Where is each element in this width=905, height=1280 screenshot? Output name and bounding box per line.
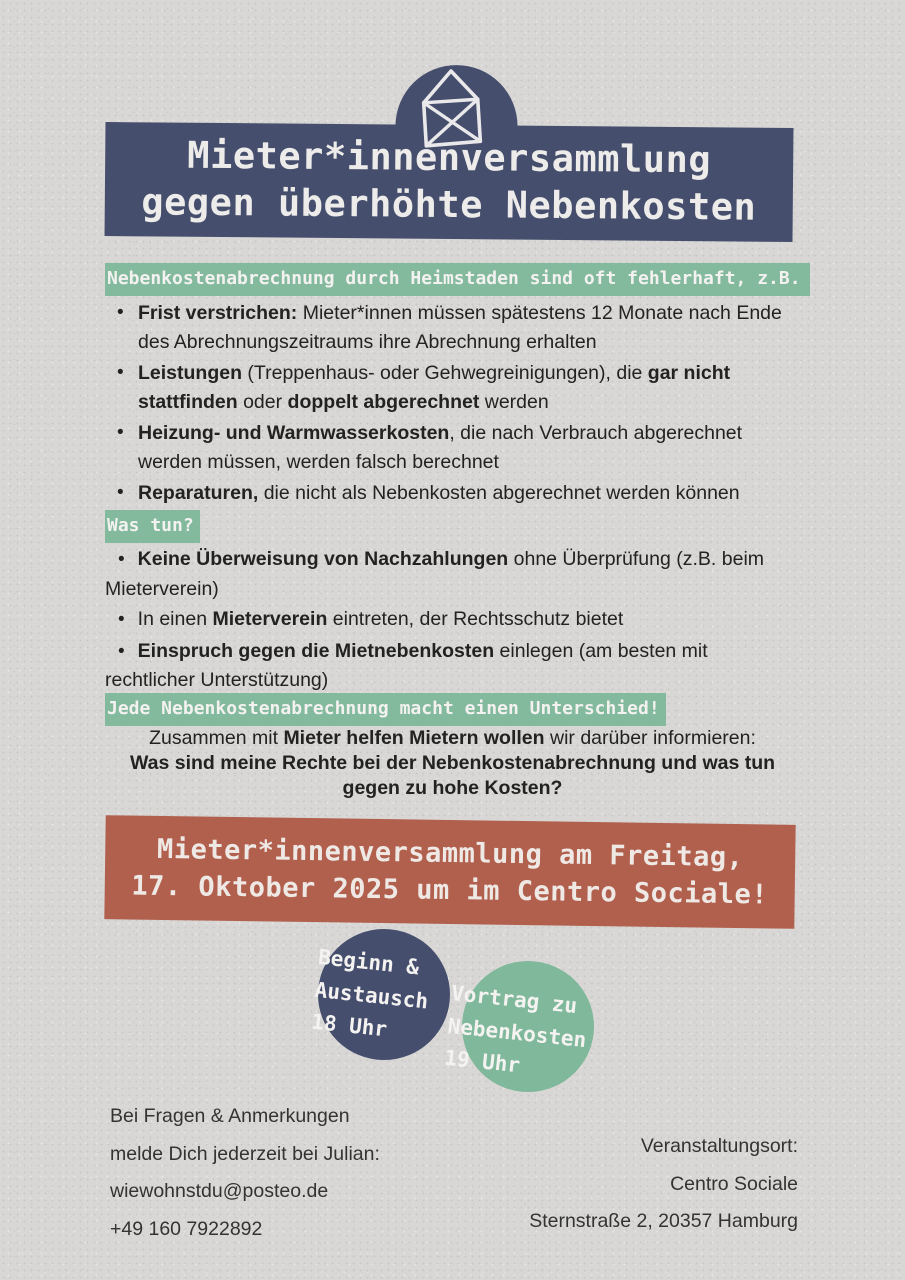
event-banner — [104, 815, 795, 929]
list-item — [105, 419, 793, 476]
bullet-icon: • — [118, 640, 125, 662]
contact-block — [110, 1098, 380, 1248]
list-item-text: Frist verstrichen: Mieter*innen müssen spätestens 12 Monate nach Ende des Abrechnungszeitraums ihre Abrechnung erhalten — [138, 302, 782, 353]
list-item-text: Leistungen (Treppenhaus- oder Gehwegreinigungen), die gar nicht stattfinden oder doppelt abgerechnet werden — [138, 362, 731, 413]
heading-difference: Jede Nebenkostenabrechnung macht einen Unterschied! — [105, 693, 666, 726]
contact-line: melde Dich jederzeit bei Julian: — [110, 1142, 380, 1165]
list-item-text: Einspruch gegen die Mietnebenkosten einlegen (am besten mit rechtlicher Unterstützung) — [105, 639, 708, 691]
bullet-icon: • — [118, 549, 125, 570]
list-item — [105, 299, 793, 356]
page-title-line1: Mieter*innenversammlung — [187, 133, 712, 182]
badge-start-line2: Austausch — [313, 977, 430, 1014]
contact-phone: +49 160 7922892 — [110, 1217, 263, 1240]
badge-start-line3: 18 Uhr — [310, 1009, 389, 1042]
contact-email: wiewohnstdu@posteo.de — [110, 1180, 329, 1202]
list-item-text: Keine Überweisung von Nachzahlungen ohne Überprüfung (z.B. beim Mieterverein) — [105, 548, 765, 600]
page-title — [105, 131, 794, 231]
bullet-icon: • — [118, 609, 125, 630]
venue-address: Sternstraße 2, 20357 Hamburg — [529, 1210, 798, 1232]
heading-what-to-do: Was tun? — [105, 510, 200, 543]
cta-paragraph — [105, 726, 800, 801]
venue-name: Centro Sociale — [670, 1172, 798, 1195]
list-item — [105, 545, 797, 603]
list-item — [105, 605, 797, 635]
list-item-text: In einen Mieterverein eintreten, der Rechtsschutz bietet — [137, 608, 624, 630]
bullet-icon: • — [117, 482, 124, 503]
badge-talk-line3: 19 Uhr — [443, 1045, 522, 1078]
cta-intro: Zusammen mit Mieter helfen Mietern wollen wir darüber informieren: — [149, 727, 756, 749]
header-banner — [105, 122, 794, 242]
event-banner-line2: 17. Oktober 2025 um im Centro Sociale! — [131, 870, 769, 911]
contact-line: Bei Fragen & Anmerkungen — [110, 1105, 350, 1127]
badge-start-text — [310, 941, 433, 1050]
badge-talk-line1: Vortrag zu — [450, 980, 579, 1019]
bullet-icon: • — [117, 362, 124, 383]
page-title-line2: gegen überhöhte Nebenkosten — [141, 180, 757, 229]
venue-block — [529, 1128, 798, 1241]
list-item-text: Heizung- und Warmwasserkosten, die nach Verbrauch abgerechnet werden müssen, werden falsch berechnet — [138, 422, 743, 473]
what-to-do-list — [105, 545, 797, 697]
badge-talk-line2: Nebenkosten — [446, 1013, 588, 1052]
cta-question: Was sind meine Rechte bei der Nebenkostenabrechnung und was tun gegen zu hohe Kosten? — [129, 752, 776, 799]
list-item — [105, 359, 793, 416]
list-item — [105, 637, 797, 695]
heading-problems: Nebenkostenabrechnung durch Heimstaden sind oft fehlerhaft, z.B. — [105, 263, 810, 296]
venue-label: Veranstaltungsort: — [640, 1135, 798, 1157]
badge-talk-text — [443, 977, 592, 1089]
list-item — [105, 479, 793, 508]
header-dome — [395, 65, 518, 127]
badge-start-line1: Beginn & — [317, 944, 421, 980]
bullet-icon: • — [117, 422, 124, 443]
event-banner-line1: Mieter*innenversammlung am Freitag, — [156, 833, 744, 874]
list-item-text: Reparaturen, die nicht als Nebenkosten abgerechnet werden können — [138, 482, 740, 504]
bullet-icon: • — [117, 302, 124, 323]
problems-list — [105, 299, 793, 511]
